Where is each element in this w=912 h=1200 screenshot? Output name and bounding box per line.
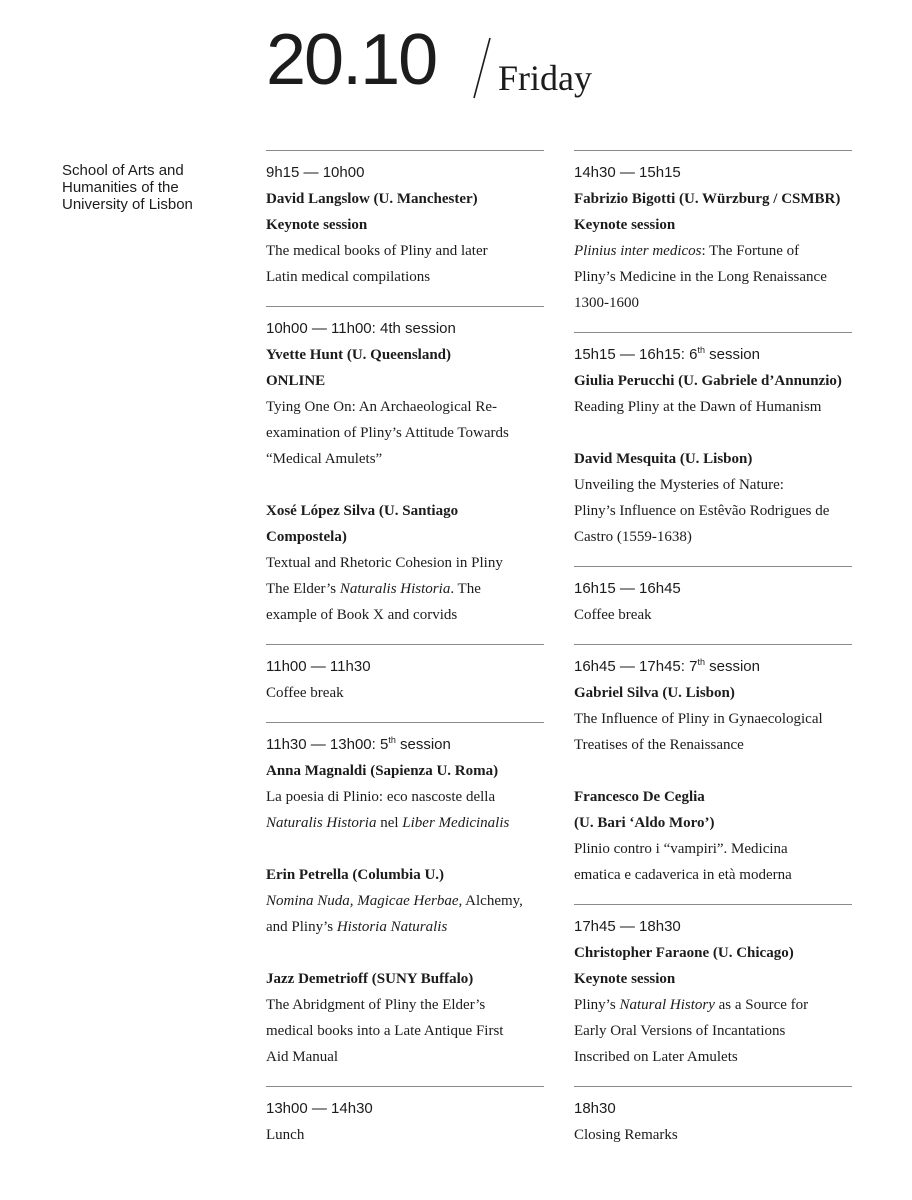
- talk-title: Pliny’s Influence on Estêvão Rodrigues de: [574, 503, 830, 519]
- slot-time: 10h00 — 11h00: 4th session: [266, 320, 456, 337]
- schedule-slot: [574, 332, 852, 566]
- title-italic: Natural History: [619, 997, 715, 1013]
- title-text: nel: [376, 815, 403, 831]
- speaker-name: Jazz Demetrioff (SUNY Buffalo): [266, 971, 474, 987]
- talk-title: [266, 810, 544, 836]
- institution-name: [62, 162, 232, 213]
- ordinal-suffix: th: [697, 345, 705, 355]
- slot-time: [574, 654, 852, 680]
- talk-title: Reading Pliny at the Dawn of Humanism: [574, 399, 822, 415]
- schedule-slot: [266, 1086, 544, 1164]
- speaker-name: Compostela): [266, 529, 347, 545]
- time-text: 11h30 — 13h00: 5: [266, 736, 389, 753]
- event-date: 20.10: [266, 20, 437, 100]
- talk-title: La poesia di Plinio: eco nascoste della: [266, 789, 496, 805]
- title-italic: Historia Naturalis: [336, 919, 448, 935]
- title-text: Alchemy,: [462, 893, 523, 909]
- talk-title: 1300-1600: [574, 295, 639, 311]
- talk-title: Inscribed on Later Amulets: [574, 1049, 738, 1065]
- schedule-slot: [266, 722, 544, 1086]
- slot-time: 9h15 — 10h00: [266, 164, 365, 181]
- slot-time: [574, 342, 852, 368]
- event-day: Friday: [498, 58, 592, 98]
- schedule-slot: [574, 904, 852, 1086]
- date-separator-slash: [470, 36, 496, 100]
- schedule-slot: [266, 644, 544, 722]
- title-text: Pliny’s: [574, 997, 620, 1013]
- talk-title: [266, 888, 544, 914]
- slot-time: 18h30: [574, 1100, 616, 1117]
- schedule-slot: [574, 150, 852, 332]
- institution-line: School of Arts and: [62, 162, 184, 179]
- talk-title: [266, 576, 544, 602]
- talk-title: [574, 238, 852, 264]
- talk-title: Plinio contro i “vampiri”. Medicina: [574, 841, 788, 857]
- schedule-slot: [266, 150, 544, 306]
- closing-label: Closing Remarks: [574, 1127, 678, 1143]
- slot-time: 16h15 — 16h45: [574, 580, 681, 597]
- slot-time: 13h00 — 14h30: [266, 1100, 373, 1117]
- talk-title: “Medical Amulets”: [266, 451, 383, 467]
- speaker-name: Xosé López Silva (U. Santiago: [266, 503, 459, 519]
- institution-line: University of Lisbon: [62, 196, 193, 213]
- talk-title: [574, 992, 852, 1018]
- talk-title: The Influence of Pliny in Gynaecological: [574, 711, 823, 727]
- institution-line: Humanities of the: [62, 179, 179, 196]
- title-text: . The: [450, 581, 481, 597]
- schedule-slot: [574, 1086, 852, 1164]
- talk-title: The medical books of Pliny and later: [266, 243, 488, 259]
- slot-time: [266, 732, 544, 758]
- speaker-name: Gabriel Silva (U. Lisbon): [574, 685, 735, 701]
- title-text: : The Fortune of: [701, 243, 800, 259]
- speaker-name: Erin Petrella (Columbia U.): [266, 867, 445, 883]
- speaker-name: David Langslow (U. Manchester): [266, 191, 478, 207]
- talk-title: medical books into a Late Antique First: [266, 1023, 504, 1039]
- time-text: 15h15 — 16h15: 6: [574, 346, 698, 363]
- title-italic: Nomina Nuda, Magicae Herbae,: [266, 893, 463, 909]
- talk-title: Pliny’s Medicine in the Long Renaissance: [574, 269, 827, 285]
- speaker-name: Fabrizio Bigotti (U. Würzburg / CSMBR): [574, 191, 841, 207]
- time-text: session: [704, 658, 760, 675]
- speaker-name: David Mesquita (U. Lisbon): [574, 451, 753, 467]
- schedule-column-left: [266, 150, 544, 1164]
- slot-time: 11h00 — 11h30: [266, 658, 371, 675]
- speaker-name: Anna Magnaldi (Sapienza U. Roma): [266, 763, 499, 779]
- break-label: Coffee break: [266, 685, 344, 701]
- title-text: and Pliny’s: [266, 919, 337, 935]
- speaker-name: (U. Bari ‘Aldo Moro’): [574, 815, 715, 831]
- time-text: 16h45 — 17h45: 7: [574, 658, 698, 675]
- schedule-slot: [266, 306, 544, 644]
- schedule-slot: [574, 566, 852, 644]
- speaker-name: Francesco De Ceglia: [574, 789, 705, 805]
- talk-title: Textual and Rhetoric Cohesion in Pliny: [266, 555, 503, 571]
- session-type: Keynote session: [266, 217, 368, 233]
- talk-title: Castro (1559-1638): [574, 529, 692, 545]
- schedule-slot: [574, 644, 852, 904]
- title-text: as a Source for: [714, 997, 809, 1013]
- talk-title: Aid Manual: [266, 1049, 339, 1065]
- talk-title: Unveiling the Mysteries of Nature:: [574, 477, 784, 493]
- speaker-name: Giulia Perucchi (U. Gabriele d’Annunzio): [574, 373, 842, 389]
- ordinal-suffix: th: [388, 735, 396, 745]
- talk-title: examination of Pliny’s Attitude Towards: [266, 425, 509, 441]
- time-text: session: [704, 346, 760, 363]
- talk-title: Treatises of the Renaissance: [574, 737, 744, 753]
- speaker-name: Christopher Faraone (U. Chicago): [574, 945, 794, 961]
- talk-title: Tying One On: An Archaeological Re-: [266, 399, 497, 415]
- title-text: The Elder’s: [266, 581, 340, 597]
- slot-time: 14h30 — 15h15: [574, 164, 681, 181]
- speaker-name: Yvette Hunt (U. Queensland): [266, 347, 452, 363]
- title-italic: Naturalis Historia: [339, 581, 451, 597]
- title-italic: Liber Medicinalis: [402, 815, 510, 831]
- break-label: Coffee break: [574, 607, 652, 623]
- talk-title: ematica e cadaverica in età moderna: [574, 867, 792, 883]
- talk-title: [266, 914, 544, 940]
- break-label: Lunch: [266, 1127, 305, 1143]
- title-italic: Naturalis Historia: [266, 815, 377, 831]
- talk-title: Early Oral Versions of Incantations: [574, 1023, 786, 1039]
- time-text: session: [395, 736, 451, 753]
- schedule-column-right: [574, 150, 852, 1164]
- talk-title: The Abridgment of Pliny the Elder’s: [266, 997, 486, 1013]
- talk-title: Latin medical compilations: [266, 269, 431, 285]
- attendance-mode: ONLINE: [266, 373, 326, 389]
- talk-title: example of Book X and corvids: [266, 607, 458, 623]
- ordinal-suffix: th: [697, 657, 705, 667]
- slot-time: 17h45 — 18h30: [574, 918, 681, 935]
- title-italic: Plinius inter medicos: [574, 243, 702, 259]
- session-type: Keynote session: [574, 217, 676, 233]
- session-type: Keynote session: [574, 971, 676, 987]
